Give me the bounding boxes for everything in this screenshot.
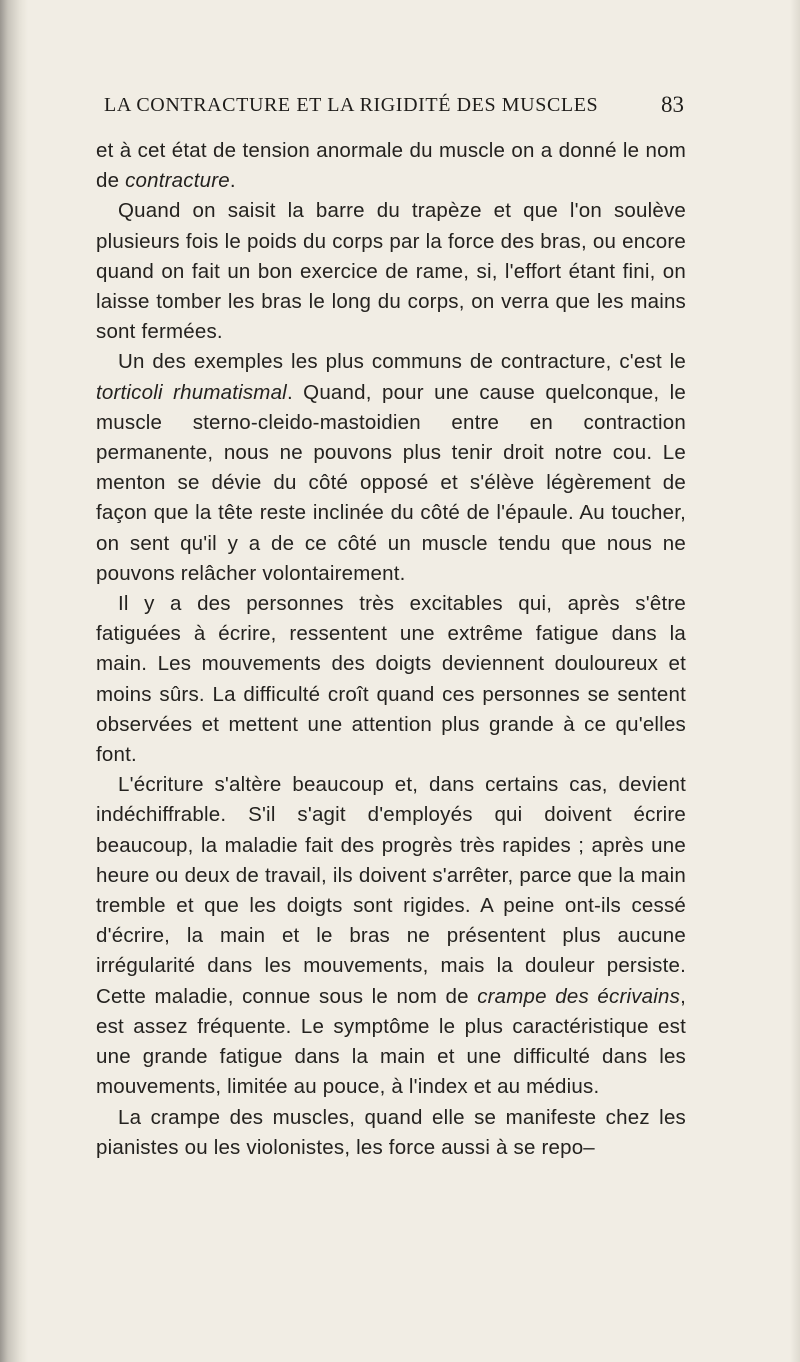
page-gutter-shadow [0, 0, 28, 1362]
paragraph-text: La crampe des muscles, quand elle se manifeste chez les pianistes ou les violonistes, les force aussi à se repo– [96, 1105, 686, 1159]
paragraph-torticoli [96, 347, 686, 589]
running-head [104, 94, 684, 124]
paragraph-text-end: . Quand, pour une cause quelconque, le muscle sterno-cleido-mastoidien entre en contraction permanente, nous ne pouvons plus tenir droit notre cou. Le menton se dévie du côté opposé et s'élève légèrement de façon que la tête reste inclinée du côté de l'épaule. Au toucher, on sent qu'il y a de ce côté un muscle tendu que nous ne pouvons relâcher volontairement. [96, 380, 686, 585]
paragraph-text: Un des exemples les plus communs de contracture, c'est le [118, 350, 686, 374]
paragraph-trapeze-example [96, 196, 686, 347]
italic-term-crampe: crampe des écrivains [477, 984, 681, 1008]
paragraph-writers-cramp [96, 770, 686, 1102]
paragraph-text: et à cet état de tension anormale du muscle on a donné le nom de [96, 139, 686, 193]
paragraph-text: L'écriture s'altère beaucoup et, dans certains cas, devient indéchiffrable. S'il s'agit d'employés qui doivent écrire beaucoup, la maladie fait des progrès très rapides ; après une heure ou deux de travail, ils doivent s'arrêter, parce que la main tremble et que les doigts sont rigides. A peine ont-ils cessé d'écrire, la main et le bras ne présentent plus aucune irrégularité dans les mouvements, mais la douleur persiste. Cette maladie, connue sous le nom de [96, 773, 686, 1008]
paragraph-contracture-definition [96, 136, 686, 196]
page-edge-shadow [790, 0, 800, 1362]
italic-term-contracture: contracture [125, 169, 230, 193]
paragraph-writing-fatigue [96, 589, 686, 770]
body-text [96, 136, 686, 1163]
paragraph-text-end: . [229, 169, 236, 193]
italic-term-torticoli: torticoli rhumatismal [96, 380, 287, 404]
running-title: LA CONTRACTURE ET LA RIGIDITÉ DES MUSCLES [104, 94, 599, 116]
paragraph-text: Quand on saisit la barre du trapèze et que l'on soulève plusieurs fois le poids du corps par la force des bras, ou encore quand on fait un bon exercice de rame, si, l'effort étant fini, on laisse tomber les bras le long du corps, on verra que les mains sont fermées. [96, 199, 686, 344]
paragraph-musicians-cramp [96, 1103, 686, 1163]
paragraph-text: Il y a des personnes très excitables qui, après s'être fatiguées à écrire, ressentent une extrême fatigue dans la main. Les mouvements des doigts deviennent douloureux et moins sûrs. La difficulté croît quand ces personnes se sentent observées et mettent une attention plus grande à ce qu'elles font. [96, 592, 686, 767]
page-number: 83 [661, 92, 684, 117]
paragraph-text-end: , est assez fréquente. Le symptôme le plus caractéristique est une grande fatigue dans la main et une difficulté dans les mouvements, limitée au pouce, à l'index et au médius. [96, 984, 686, 1099]
